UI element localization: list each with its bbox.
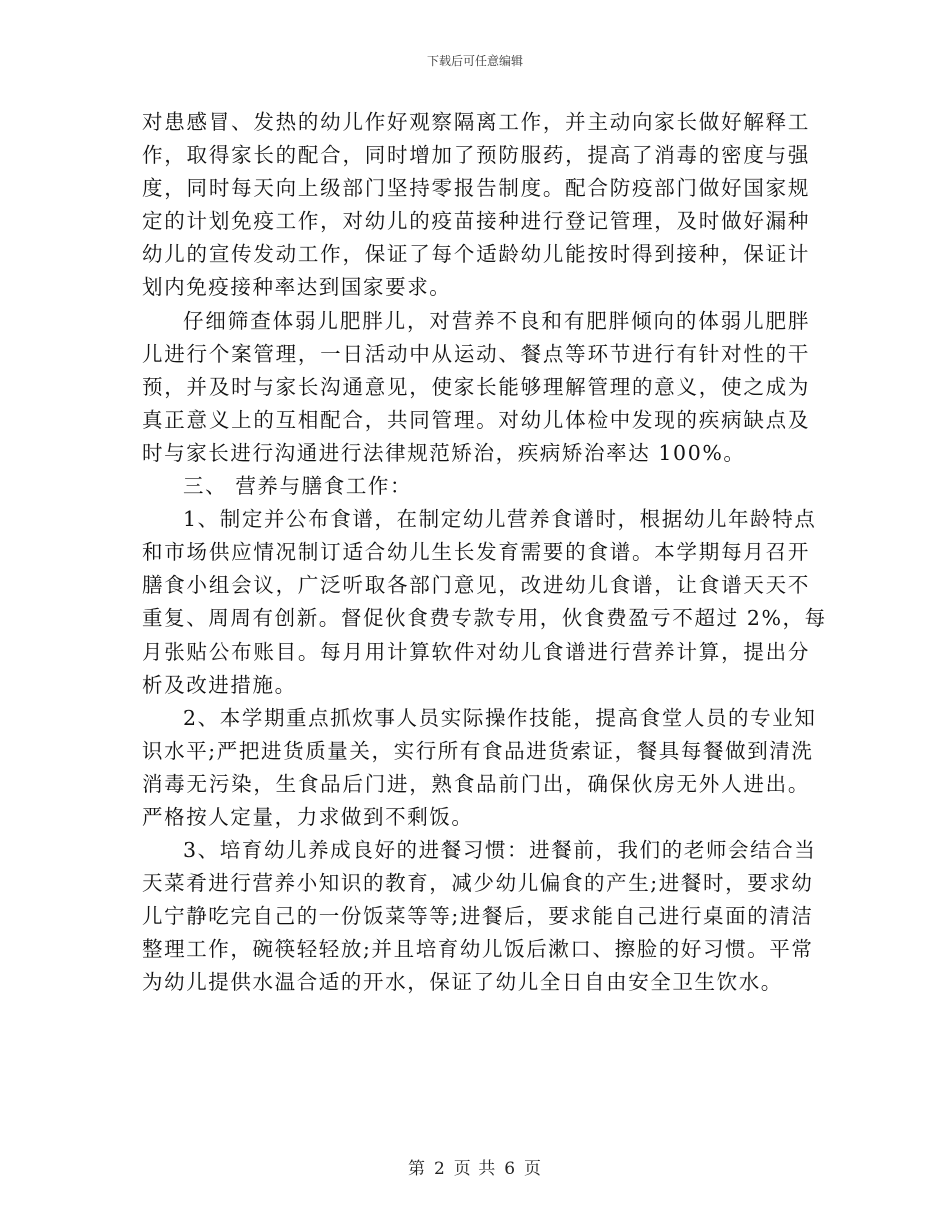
text-line: 重复、周周有创新。督促伙食费专款专用，伙食费盈亏不超过 2%，每 (142, 606, 827, 631)
footer-prefix: 第 (407, 1159, 426, 1179)
text-line: 和市场供应情况制订适合幼儿生长发育需要的食谱。本学期每月召开 (142, 540, 810, 565)
text-line: 析及改进措施。 (142, 672, 297, 697)
text-line: 1、制定并公布食谱，在制定幼儿营养食谱时，根据幼儿年龄特点 (183, 507, 817, 532)
text-line: 整理工作，碗筷轻轻放;并且培育幼儿饭后漱口、擦脸的好习惯。平常 (142, 937, 814, 962)
text-line: 幼儿的宣传发动工作，保证了每个适龄幼儿能按时得到接种，保证计 (142, 242, 810, 267)
text-line: 天菜肴进行营养小知识的教育，减少幼儿偏食的产生;进餐时，要求幼 (142, 871, 814, 896)
text-line: 仔细筛查体弱儿肥胖儿，对营养不良和有肥胖倾向的体弱儿肥胖 (183, 308, 810, 333)
section-heading (142, 470, 810, 503)
paragraph-3 (142, 503, 827, 702)
text-line: 膳食小组会议，广泛听取各部门意见，改进幼儿食谱，让食谱天天不 (142, 573, 810, 598)
section-heading-text: 三、 营养与膳食工作： (183, 474, 413, 499)
page-header: 下载后可任意编辑 (426, 54, 523, 68)
text-line: 定的计划免疫工作，对幼儿的疫苗接种进行登记管理，及时做好漏种 (142, 209, 810, 234)
text-line: 儿宁静吃完自己的一份饭菜等等;进餐后，要求能自己进行桌面的清洁 (142, 904, 814, 929)
footer-mid: 页 共 (453, 1159, 497, 1179)
text-line: 识水平;严把进货质量关，实行所有食品进货索证，餐具每餐做到清洗 (142, 738, 814, 763)
page-number: 2 (433, 1159, 446, 1179)
text-line: 时与家长进行沟通进行法律规范矫治，疾病矫治率达 100%。 (142, 440, 746, 465)
document-body (142, 106, 827, 1000)
text-line: 作，取得家长的配合，同时增加了预防服药，提高了消毒的密度与强 (142, 143, 810, 168)
page-footer (0, 1154, 950, 1179)
text-line: 2、本学期重点抓炊事人员实际操作技能，提高食堂人员的专业知 (183, 705, 817, 730)
text-line: 划内免疫接种率达到国家要求。 (142, 275, 452, 300)
text-line: 预，并及时与家长沟通意见，使家长能够理解管理的意义，使之成为 (142, 374, 810, 399)
footer-suffix: 页 (524, 1159, 543, 1179)
text-line: 消毒无污染，生食品后门进，熟食品前门出，确保伙房无外人进出。 (142, 771, 810, 796)
text-line: 对患感冒、发热的幼儿作好观察隔离工作，并主动向家长做好解释工 (142, 110, 810, 134)
text-line: 3、培育幼儿养成良好的进餐习惯：进餐前，我们的老师会结合当 (183, 838, 817, 863)
paragraph-1 (142, 106, 810, 305)
text-line: 儿进行个案管理，一日活动中从运动、餐点等环节进行有针对性的干 (142, 341, 810, 366)
text-line: 严格按人定量，力求做到不剩饭。 (142, 804, 474, 829)
total-pages: 6 (504, 1159, 517, 1179)
paragraph-2 (142, 305, 810, 470)
paragraph-4 (142, 702, 817, 834)
text-line: 月张贴公布账目。每月用计算软件对幼儿食谱进行营养计算，提出分 (142, 639, 810, 664)
paragraph-5 (142, 834, 817, 999)
text-line: 度，同时每天向上级部门坚持零报告制度。配合防疫部门做好国家规 (142, 176, 810, 201)
text-line: 真正意义上的互相配合，共同管理。对幼儿体检中发现的疾病缺点及 (142, 407, 810, 432)
text-line: 为幼儿提供水温合适的开水，保证了幼儿全日自由安全卫生饮水。 (142, 970, 783, 995)
